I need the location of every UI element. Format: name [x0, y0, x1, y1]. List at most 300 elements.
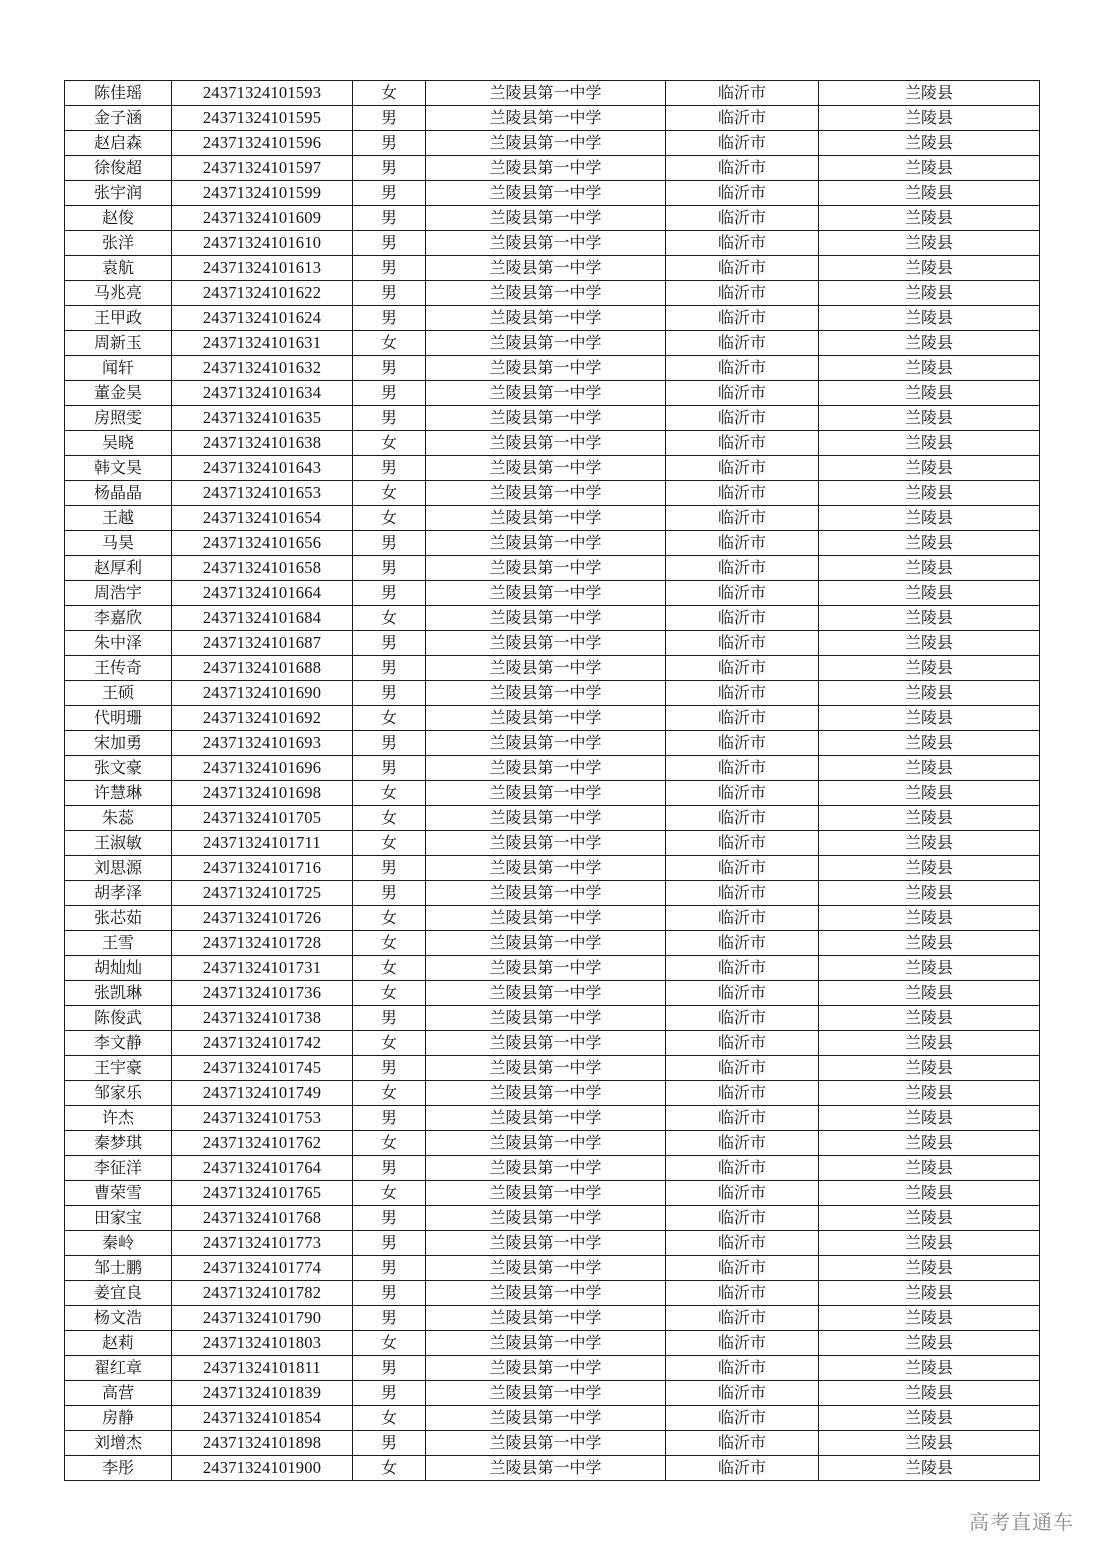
school-name-cell: 兰陵县第一中学: [426, 606, 666, 631]
student-name-cell: 赵俊: [65, 206, 172, 231]
gender-cell: 男: [353, 306, 426, 331]
county-name-cell: 兰陵县: [819, 506, 1040, 531]
gender-cell: 男: [353, 1356, 426, 1381]
student-name-cell: 王淑敏: [65, 831, 172, 856]
gender-cell: 女: [353, 1081, 426, 1106]
exam-number-cell: 24371324101728: [172, 931, 353, 956]
school-name-cell: 兰陵县第一中学: [426, 1181, 666, 1206]
exam-number-cell: 24371324101696: [172, 756, 353, 781]
student-name-cell: 邹家乐: [65, 1081, 172, 1106]
city-name-cell: 临沂市: [666, 756, 819, 781]
table-row: [65, 1456, 1040, 1481]
county-name-cell: 兰陵县: [819, 306, 1040, 331]
exam-number-cell: 24371324101782: [172, 1281, 353, 1306]
county-name-cell: 兰陵县: [819, 656, 1040, 681]
city-name-cell: 临沂市: [666, 481, 819, 506]
student-roster-table: [64, 80, 1040, 1481]
school-name-cell: 兰陵县第一中学: [426, 1031, 666, 1056]
city-name-cell: 临沂市: [666, 831, 819, 856]
student-name-cell: 许慧琳: [65, 781, 172, 806]
table-row: [65, 1381, 1040, 1406]
city-name-cell: 临沂市: [666, 531, 819, 556]
gender-cell: 男: [353, 206, 426, 231]
city-name-cell: 临沂市: [666, 1306, 819, 1331]
exam-number-cell: 24371324101635: [172, 406, 353, 431]
exam-number-cell: 24371324101684: [172, 606, 353, 631]
student-name-cell: 宋加勇: [65, 731, 172, 756]
student-name-cell: 邹士鹏: [65, 1256, 172, 1281]
table-row: [65, 1431, 1040, 1456]
student-name-cell: 周新玉: [65, 331, 172, 356]
school-name-cell: 兰陵县第一中学: [426, 156, 666, 181]
gender-cell: 男: [353, 581, 426, 606]
table-row: [65, 1331, 1040, 1356]
gender-cell: 男: [353, 106, 426, 131]
school-name-cell: 兰陵县第一中学: [426, 981, 666, 1006]
city-name-cell: 临沂市: [666, 1081, 819, 1106]
student-name-cell: 王雪: [65, 931, 172, 956]
county-name-cell: 兰陵县: [819, 1256, 1040, 1281]
exam-number-cell: 24371324101593: [172, 81, 353, 106]
county-name-cell: 兰陵县: [819, 181, 1040, 206]
table-row: [65, 106, 1040, 131]
gender-cell: 女: [353, 931, 426, 956]
gender-cell: 女: [353, 331, 426, 356]
city-name-cell: 临沂市: [666, 856, 819, 881]
table-row: [65, 756, 1040, 781]
school-name-cell: 兰陵县第一中学: [426, 1206, 666, 1231]
county-name-cell: 兰陵县: [819, 806, 1040, 831]
school-name-cell: 兰陵县第一中学: [426, 581, 666, 606]
roster-body: [65, 81, 1040, 1481]
county-name-cell: 兰陵县: [819, 81, 1040, 106]
city-name-cell: 临沂市: [666, 406, 819, 431]
school-name-cell: 兰陵县第一中学: [426, 456, 666, 481]
city-name-cell: 临沂市: [666, 106, 819, 131]
table-row: [65, 256, 1040, 281]
county-name-cell: 兰陵县: [819, 1406, 1040, 1431]
county-name-cell: 兰陵县: [819, 931, 1040, 956]
school-name-cell: 兰陵县第一中学: [426, 1331, 666, 1356]
school-name-cell: 兰陵县第一中学: [426, 1081, 666, 1106]
school-name-cell: 兰陵县第一中学: [426, 1106, 666, 1131]
city-name-cell: 临沂市: [666, 1181, 819, 1206]
exam-number-cell: 24371324101762: [172, 1131, 353, 1156]
gender-cell: 男: [353, 731, 426, 756]
exam-number-cell: 24371324101595: [172, 106, 353, 131]
city-name-cell: 临沂市: [666, 656, 819, 681]
exam-number-cell: 24371324101745: [172, 1056, 353, 1081]
gender-cell: 男: [353, 1156, 426, 1181]
table-row: [65, 206, 1040, 231]
school-name-cell: 兰陵县第一中学: [426, 506, 666, 531]
table-row: [65, 606, 1040, 631]
city-name-cell: 临沂市: [666, 1131, 819, 1156]
school-name-cell: 兰陵县第一中学: [426, 931, 666, 956]
exam-number-cell: 24371324101653: [172, 481, 353, 506]
gender-cell: 女: [353, 981, 426, 1006]
city-name-cell: 临沂市: [666, 806, 819, 831]
gender-cell: 男: [353, 531, 426, 556]
student-name-cell: 刘增杰: [65, 1431, 172, 1456]
exam-number-cell: 24371324101624: [172, 306, 353, 331]
gender-cell: 男: [353, 1006, 426, 1031]
county-name-cell: 兰陵县: [819, 881, 1040, 906]
gender-cell: 男: [353, 1281, 426, 1306]
gender-cell: 女: [353, 481, 426, 506]
city-name-cell: 临沂市: [666, 1456, 819, 1481]
exam-number-cell: 24371324101764: [172, 1156, 353, 1181]
city-name-cell: 临沂市: [666, 606, 819, 631]
student-name-cell: 王传奇: [65, 656, 172, 681]
table-row: [65, 1131, 1040, 1156]
school-name-cell: 兰陵县第一中学: [426, 1306, 666, 1331]
gender-cell: 女: [353, 781, 426, 806]
city-name-cell: 临沂市: [666, 1431, 819, 1456]
exam-number-cell: 24371324101768: [172, 1206, 353, 1231]
table-row: [65, 231, 1040, 256]
county-name-cell: 兰陵县: [819, 1181, 1040, 1206]
county-name-cell: 兰陵县: [819, 956, 1040, 981]
table-row: [65, 381, 1040, 406]
exam-number-cell: 24371324101597: [172, 156, 353, 181]
exam-number-cell: 24371324101664: [172, 581, 353, 606]
county-name-cell: 兰陵县: [819, 1056, 1040, 1081]
gender-cell: 男: [353, 381, 426, 406]
county-name-cell: 兰陵县: [819, 606, 1040, 631]
school-name-cell: 兰陵县第一中学: [426, 831, 666, 856]
gender-cell: 男: [353, 1381, 426, 1406]
table-row: [65, 781, 1040, 806]
gender-cell: 男: [353, 1431, 426, 1456]
city-name-cell: 临沂市: [666, 306, 819, 331]
city-name-cell: 临沂市: [666, 956, 819, 981]
school-name-cell: 兰陵县第一中学: [426, 731, 666, 756]
gender-cell: 女: [353, 606, 426, 631]
gender-cell: 男: [353, 881, 426, 906]
table-row: [65, 881, 1040, 906]
exam-number-cell: 24371324101790: [172, 1306, 353, 1331]
exam-number-cell: 24371324101643: [172, 456, 353, 481]
student-name-cell: 李征洋: [65, 1156, 172, 1181]
gender-cell: 男: [353, 1231, 426, 1256]
gender-cell: 女: [353, 706, 426, 731]
table-row: [65, 456, 1040, 481]
city-name-cell: 临沂市: [666, 906, 819, 931]
school-name-cell: 兰陵县第一中学: [426, 656, 666, 681]
student-name-cell: 周浩宇: [65, 581, 172, 606]
student-name-cell: 秦梦琪: [65, 1131, 172, 1156]
student-name-cell: 代明珊: [65, 706, 172, 731]
city-name-cell: 临沂市: [666, 1381, 819, 1406]
student-name-cell: 李嘉欣: [65, 606, 172, 631]
school-name-cell: 兰陵县第一中学: [426, 756, 666, 781]
gender-cell: 女: [353, 906, 426, 931]
gender-cell: 女: [353, 1406, 426, 1431]
gender-cell: 男: [353, 1256, 426, 1281]
exam-number-cell: 24371324101599: [172, 181, 353, 206]
school-name-cell: 兰陵县第一中学: [426, 181, 666, 206]
table-row: [65, 506, 1040, 531]
school-name-cell: 兰陵县第一中学: [426, 306, 666, 331]
exam-number-cell: 24371324101658: [172, 556, 353, 581]
city-name-cell: 临沂市: [666, 1406, 819, 1431]
city-name-cell: 临沂市: [666, 781, 819, 806]
school-name-cell: 兰陵县第一中学: [426, 1456, 666, 1481]
county-name-cell: 兰陵县: [819, 1131, 1040, 1156]
student-name-cell: 张文豪: [65, 756, 172, 781]
gender-cell: 男: [353, 656, 426, 681]
gender-cell: 女: [353, 831, 426, 856]
county-name-cell: 兰陵县: [819, 1356, 1040, 1381]
county-name-cell: 兰陵县: [819, 631, 1040, 656]
county-name-cell: 兰陵县: [819, 381, 1040, 406]
city-name-cell: 临沂市: [666, 681, 819, 706]
exam-number-cell: 24371324101753: [172, 1106, 353, 1131]
student-name-cell: 胡孝泽: [65, 881, 172, 906]
school-name-cell: 兰陵县第一中学: [426, 1381, 666, 1406]
exam-number-cell: 24371324101705: [172, 806, 353, 831]
school-name-cell: 兰陵县第一中学: [426, 206, 666, 231]
gender-cell: 男: [353, 456, 426, 481]
county-name-cell: 兰陵县: [819, 706, 1040, 731]
table-row: [65, 1056, 1040, 1081]
county-name-cell: 兰陵县: [819, 556, 1040, 581]
exam-number-cell: 24371324101726: [172, 906, 353, 931]
county-name-cell: 兰陵县: [819, 1306, 1040, 1331]
county-name-cell: 兰陵县: [819, 206, 1040, 231]
county-name-cell: 兰陵县: [819, 356, 1040, 381]
school-name-cell: 兰陵县第一中学: [426, 81, 666, 106]
table-row: [65, 931, 1040, 956]
gender-cell: 男: [353, 856, 426, 881]
school-name-cell: 兰陵县第一中学: [426, 856, 666, 881]
county-name-cell: 兰陵县: [819, 581, 1040, 606]
county-name-cell: 兰陵县: [819, 731, 1040, 756]
school-name-cell: 兰陵县第一中学: [426, 281, 666, 306]
school-name-cell: 兰陵县第一中学: [426, 381, 666, 406]
student-name-cell: 杨晶晶: [65, 481, 172, 506]
county-name-cell: 兰陵县: [819, 1006, 1040, 1031]
county-name-cell: 兰陵县: [819, 231, 1040, 256]
exam-number-cell: 24371324101692: [172, 706, 353, 731]
student-name-cell: 张芯茹: [65, 906, 172, 931]
county-name-cell: 兰陵县: [819, 1031, 1040, 1056]
student-name-cell: 许杰: [65, 1106, 172, 1131]
table-row: [65, 581, 1040, 606]
city-name-cell: 临沂市: [666, 356, 819, 381]
table-row: [65, 81, 1040, 106]
exam-number-cell: 24371324101900: [172, 1456, 353, 1481]
table-row: [65, 731, 1040, 756]
county-name-cell: 兰陵县: [819, 106, 1040, 131]
table-row: [65, 1081, 1040, 1106]
school-name-cell: 兰陵县第一中学: [426, 1281, 666, 1306]
student-name-cell: 房照雯: [65, 406, 172, 431]
county-name-cell: 兰陵县: [819, 1106, 1040, 1131]
table-row: [65, 1006, 1040, 1031]
table-row: [65, 906, 1040, 931]
student-name-cell: 陈俊武: [65, 1006, 172, 1031]
table-row: [65, 806, 1040, 831]
gender-cell: 男: [353, 156, 426, 181]
school-name-cell: 兰陵县第一中学: [426, 1256, 666, 1281]
school-name-cell: 兰陵县第一中学: [426, 1431, 666, 1456]
student-name-cell: 韩文昊: [65, 456, 172, 481]
exam-number-cell: 24371324101736: [172, 981, 353, 1006]
student-name-cell: 胡灿灿: [65, 956, 172, 981]
gender-cell: 女: [353, 1031, 426, 1056]
county-name-cell: 兰陵县: [819, 1456, 1040, 1481]
school-name-cell: 兰陵县第一中学: [426, 781, 666, 806]
city-name-cell: 临沂市: [666, 231, 819, 256]
city-name-cell: 临沂市: [666, 1056, 819, 1081]
school-name-cell: 兰陵县第一中学: [426, 1156, 666, 1181]
county-name-cell: 兰陵县: [819, 906, 1040, 931]
exam-number-cell: 24371324101716: [172, 856, 353, 881]
table-row: [65, 556, 1040, 581]
city-name-cell: 临沂市: [666, 931, 819, 956]
exam-number-cell: 24371324101687: [172, 631, 353, 656]
county-name-cell: 兰陵县: [819, 281, 1040, 306]
student-name-cell: 朱蕊: [65, 806, 172, 831]
student-name-cell: 秦岭: [65, 1231, 172, 1256]
table-row: [65, 131, 1040, 156]
county-name-cell: 兰陵县: [819, 431, 1040, 456]
exam-number-cell: 24371324101698: [172, 781, 353, 806]
table-row: [65, 1306, 1040, 1331]
student-name-cell: 赵莉: [65, 1331, 172, 1356]
student-name-cell: 田家宝: [65, 1206, 172, 1231]
school-name-cell: 兰陵县第一中学: [426, 431, 666, 456]
exam-number-cell: 24371324101811: [172, 1356, 353, 1381]
gender-cell: 男: [353, 256, 426, 281]
city-name-cell: 临沂市: [666, 506, 819, 531]
table-row: [65, 1206, 1040, 1231]
table-row: [65, 1356, 1040, 1381]
gender-cell: 男: [353, 281, 426, 306]
student-name-cell: 王宇豪: [65, 1056, 172, 1081]
county-name-cell: 兰陵县: [819, 406, 1040, 431]
exam-number-cell: 24371324101742: [172, 1031, 353, 1056]
county-name-cell: 兰陵县: [819, 781, 1040, 806]
student-name-cell: 张洋: [65, 231, 172, 256]
gender-cell: 男: [353, 756, 426, 781]
city-name-cell: 临沂市: [666, 81, 819, 106]
student-name-cell: 金子涵: [65, 106, 172, 131]
student-name-cell: 姜宜良: [65, 1281, 172, 1306]
exam-number-cell: 24371324101854: [172, 1406, 353, 1431]
gender-cell: 女: [353, 956, 426, 981]
city-name-cell: 临沂市: [666, 1231, 819, 1256]
school-name-cell: 兰陵县第一中学: [426, 331, 666, 356]
exam-number-cell: 24371324101803: [172, 1331, 353, 1356]
gender-cell: 男: [353, 681, 426, 706]
city-name-cell: 临沂市: [666, 1331, 819, 1356]
school-name-cell: 兰陵县第一中学: [426, 1231, 666, 1256]
student-name-cell: 王甲政: [65, 306, 172, 331]
gender-cell: 女: [353, 81, 426, 106]
city-name-cell: 临沂市: [666, 1006, 819, 1031]
school-name-cell: 兰陵县第一中学: [426, 406, 666, 431]
county-name-cell: 兰陵县: [819, 456, 1040, 481]
exam-number-cell: 24371324101634: [172, 381, 353, 406]
student-name-cell: 袁航: [65, 256, 172, 281]
gender-cell: 男: [353, 1206, 426, 1231]
city-name-cell: 临沂市: [666, 731, 819, 756]
exam-number-cell: 24371324101738: [172, 1006, 353, 1031]
student-name-cell: 马昊: [65, 531, 172, 556]
exam-number-cell: 24371324101749: [172, 1081, 353, 1106]
school-name-cell: 兰陵县第一中学: [426, 706, 666, 731]
student-name-cell: 徐俊超: [65, 156, 172, 181]
county-name-cell: 兰陵县: [819, 1206, 1040, 1231]
city-name-cell: 临沂市: [666, 181, 819, 206]
table-row: [65, 1156, 1040, 1181]
table-row: [65, 281, 1040, 306]
exam-number-cell: 24371324101839: [172, 1381, 353, 1406]
city-name-cell: 临沂市: [666, 1206, 819, 1231]
student-name-cell: 吴晓: [65, 431, 172, 456]
table-row: [65, 831, 1040, 856]
exam-number-cell: 24371324101693: [172, 731, 353, 756]
table-row: [65, 706, 1040, 731]
gender-cell: 男: [353, 1056, 426, 1081]
student-name-cell: 张凯琳: [65, 981, 172, 1006]
table-row: [65, 531, 1040, 556]
exam-number-cell: 24371324101765: [172, 1181, 353, 1206]
city-name-cell: 临沂市: [666, 981, 819, 1006]
student-name-cell: 李彤: [65, 1456, 172, 1481]
gender-cell: 男: [353, 1306, 426, 1331]
county-name-cell: 兰陵县: [819, 1331, 1040, 1356]
county-name-cell: 兰陵县: [819, 1081, 1040, 1106]
gender-cell: 男: [353, 631, 426, 656]
city-name-cell: 临沂市: [666, 431, 819, 456]
county-name-cell: 兰陵县: [819, 256, 1040, 281]
student-name-cell: 赵厚利: [65, 556, 172, 581]
school-name-cell: 兰陵县第一中学: [426, 356, 666, 381]
exam-number-cell: 24371324101622: [172, 281, 353, 306]
exam-number-cell: 24371324101609: [172, 206, 353, 231]
exam-number-cell: 24371324101656: [172, 531, 353, 556]
table-row: [65, 1031, 1040, 1056]
county-name-cell: 兰陵县: [819, 681, 1040, 706]
county-name-cell: 兰陵县: [819, 1381, 1040, 1406]
exam-number-cell: 24371324101688: [172, 656, 353, 681]
school-name-cell: 兰陵县第一中学: [426, 1006, 666, 1031]
exam-number-cell: 24371324101711: [172, 831, 353, 856]
gender-cell: 男: [353, 556, 426, 581]
county-name-cell: 兰陵县: [819, 856, 1040, 881]
table-row: [65, 1181, 1040, 1206]
school-name-cell: 兰陵县第一中学: [426, 106, 666, 131]
city-name-cell: 临沂市: [666, 281, 819, 306]
student-name-cell: 杨文浩: [65, 1306, 172, 1331]
city-name-cell: 临沂市: [666, 381, 819, 406]
school-name-cell: 兰陵县第一中学: [426, 1131, 666, 1156]
table-row: [65, 356, 1040, 381]
school-name-cell: 兰陵县第一中学: [426, 556, 666, 581]
student-name-cell: 王越: [65, 506, 172, 531]
table-row: [65, 331, 1040, 356]
student-name-cell: 刘思源: [65, 856, 172, 881]
gender-cell: 女: [353, 1131, 426, 1156]
student-name-cell: 翟红章: [65, 1356, 172, 1381]
school-name-cell: 兰陵县第一中学: [426, 1406, 666, 1431]
school-name-cell: 兰陵县第一中学: [426, 881, 666, 906]
city-name-cell: 临沂市: [666, 156, 819, 181]
